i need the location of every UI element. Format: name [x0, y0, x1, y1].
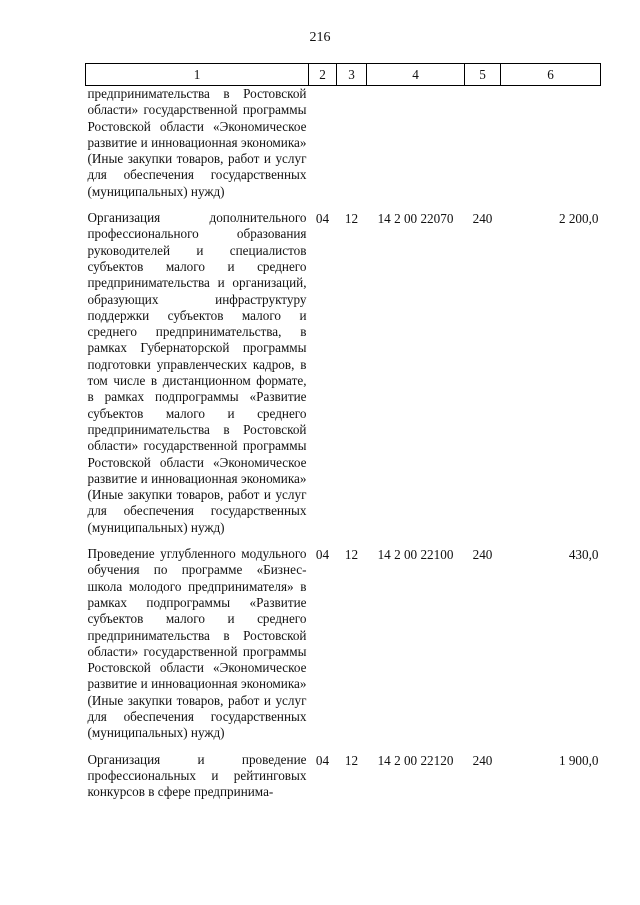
row-expense-type [465, 86, 501, 201]
row-section: 04 [315, 547, 330, 563]
row-target-article [367, 86, 465, 201]
row-subsection: 12 [344, 547, 359, 563]
table-row [86, 86, 601, 201]
row-description: предпринимательства в Ростовской области» государственной программы Ростовской области «Экономическое развитие и инновационная экономика» (Иные закупки товаров, работ и услуг для обеспечения государственных (муниципальных) нужд) [87, 86, 307, 199]
row-amount: 1 900,0 [558, 752, 599, 768]
row-target-article: 14 2 00 22070 [377, 211, 454, 227]
row-description: Организация дополнительного профессионального образования руководителей и специалистов субъектов малого и среднего предпринимательства и организаций, образующих инфраструктуру поддержки субъектов малого и среднего предпринимательства, в рамках Губернаторской программы подготовки управленческих кадров, в том числе в дистанционном формате, в рамках подпрограммы «Развитие субъектов малого и среднего предпринимательства в Ростовской области» государственной программы Ростовской области «Экономическое развитие и инновационная экономика» (Иные закупки товаров, работ и услуг для обеспечения государственных (муниципальных) нужд) [87, 210, 307, 535]
row-section: 04 [315, 211, 330, 227]
row-section [309, 86, 337, 201]
row-target-article: 14 2 00 22100 [377, 547, 454, 563]
table-row [86, 200, 601, 536]
row-amount: 2 200,0 [558, 211, 599, 227]
row-subsection [337, 86, 367, 201]
header-col-1: 1 [86, 64, 309, 86]
page-number: 216 [309, 30, 331, 45]
table-row [86, 536, 601, 742]
row-target-article: 14 2 00 22120 [377, 752, 454, 768]
row-description: Организация и проведение профессиональных и рейтинговых конкурсов в сфере предпринима- [87, 751, 307, 800]
row-expense-type: 240 [472, 752, 493, 768]
header-col-4: 4 [367, 64, 465, 86]
table-row [86, 742, 601, 801]
row-subsection: 12 [344, 211, 359, 227]
row-expense-type: 240 [472, 547, 493, 563]
row-section: 04 [315, 752, 330, 768]
header-row [86, 64, 601, 86]
header-col-5: 5 [465, 64, 501, 86]
row-amount [501, 86, 601, 201]
row-amount: 430,0 [568, 547, 599, 563]
row-description: Проведение углубленного модульного обучения по программе «Бизнес-школа молодого предпринимателя» в рамках подпрограммы «Развитие субъектов малого и среднего предпринимательства в Ростовской области» государственной программы Ростовской области «Экономическое развитие и инновационная экономика» (Иные закупки товаров, работ и услуг для обеспечения государственных (муниципальных) нужд) [87, 546, 307, 741]
budget-table [85, 63, 601, 800]
row-subsection: 12 [344, 752, 359, 768]
header-col-6: 6 [501, 64, 601, 86]
header-col-2: 2 [309, 64, 337, 86]
row-expense-type: 240 [472, 211, 493, 227]
header-col-3: 3 [337, 64, 367, 86]
